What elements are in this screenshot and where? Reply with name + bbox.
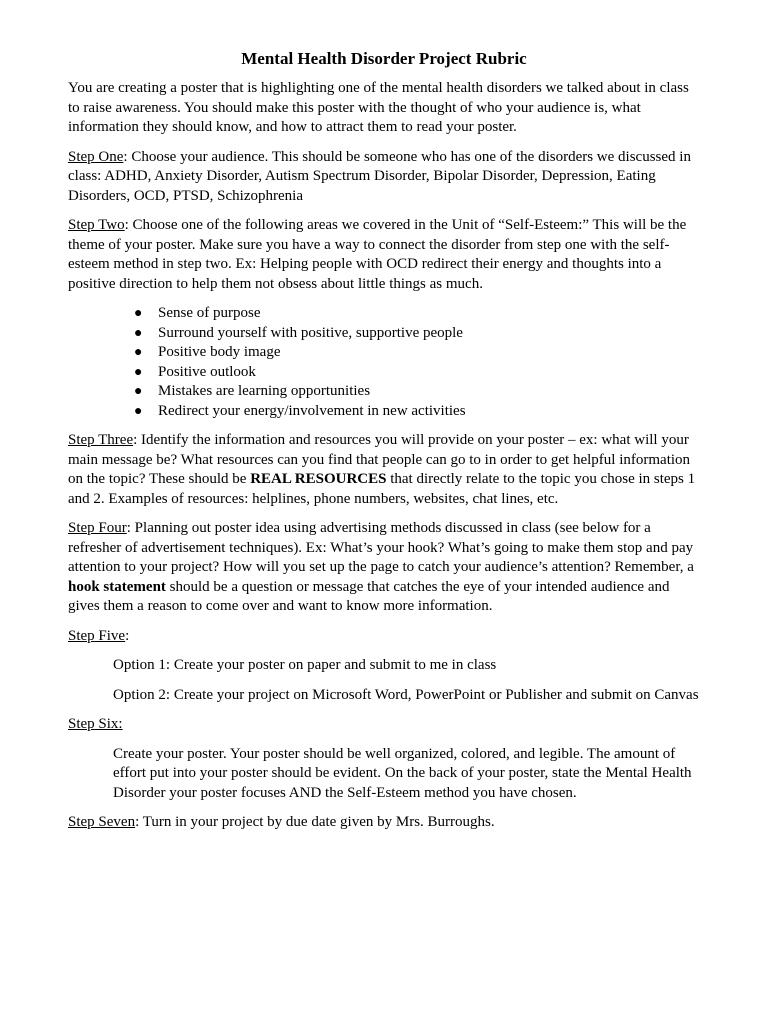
list-item-text: Sense of purpose	[158, 305, 261, 321]
step-four-bold: hook statement	[68, 578, 166, 595]
bullet-icon: ●	[134, 364, 143, 380]
step-five-paragraph	[68, 627, 700, 647]
step-two-text: : Choose one of the following areas we covered in the Unit of “Self-Esteem:” This will be the theme of your poster. Make sure you have a way to connect the disorder from step one with the self-esteem method in step two. Ex: Helping people with OCD redirect their energy and thoughts into a positive direction to help them not obsess about little things as much.	[68, 217, 687, 292]
list-item	[134, 324, 700, 344]
bullet-icon: ●	[134, 403, 143, 419]
step-six-text: Create your poster. Your poster should be well organized, colored, and legible. The amount of effort put into your poster should be evident. On the back of your poster, state the Mental Health Disorder your poster focuses AND the Self-Esteem method you have chosen.	[113, 745, 692, 801]
step-three-text-a: : Identify the information and resources you will provide on your poster – ex: what will your main message be? What resources can you find that people can go to in order to get helpful information on the topic? These should be	[68, 432, 691, 487]
step-four-paragraph	[68, 519, 700, 617]
step-one-label: Step One	[68, 148, 124, 165]
list-item	[134, 304, 700, 324]
list-item-text: Mistakes are learning opportunities	[158, 383, 371, 399]
step-four-label: Step Four	[68, 520, 127, 536]
list-item-text: Surround yourself with positive, supportive people	[158, 324, 463, 341]
step-four-text-a: : Planning out poster idea using advertising methods discussed in class (see below for a refresher of advertisement techniques). Ex: What’s your hook? What’s going to make them stop and pay attention to your project? How will you set up the page to catch your audience’s attention? Remember, a	[68, 520, 694, 575]
list-item-text: Positive outlook	[158, 363, 256, 380]
step-three-paragraph	[68, 431, 700, 509]
self-esteem-list	[68, 304, 700, 421]
step-one-paragraph	[68, 148, 700, 207]
bullet-icon: ●	[134, 345, 143, 360]
step-four-text-b: should be a question or message that catches the eye of your intended audience and gives them a reason to come over and want to know more information.	[68, 578, 670, 614]
list-item-text: Redirect your energy/involvement in new activities	[158, 402, 466, 419]
list-item-text: Positive body image	[158, 344, 281, 360]
step-five-colon: :	[125, 627, 130, 644]
list-item	[134, 363, 700, 383]
step-two-paragraph	[68, 216, 700, 294]
list-item	[134, 382, 700, 402]
list-item	[134, 343, 700, 363]
step-five-option-2: Option 2: Create your project on Microsoft Word, PowerPoint or Publisher and submit on Canvas	[113, 686, 699, 703]
step-two-label: Step Two	[68, 217, 125, 233]
step-seven-label: Step Seven	[68, 814, 136, 830]
bullet-icon: ●	[134, 306, 143, 321]
document-title: Mental Health Disorder Project Rubric	[241, 49, 527, 68]
step-three-text-b: that directly relate to the topic you chose in steps 1 and 2. Examples of resources: helplines, phone numbers, websites, chat lines, etc.	[68, 471, 696, 507]
list-item	[134, 402, 700, 422]
step-five-label: Step Five	[68, 627, 126, 644]
bullet-icon: ●	[134, 384, 143, 399]
step-three-label: Step Three	[68, 432, 134, 448]
step-seven-paragraph	[68, 813, 700, 833]
step-six-paragraph	[68, 715, 700, 735]
intro-paragraph: You are creating a poster that is highlighting one of the mental health disorders we talked about in class to raise awareness. You should make this poster with the thought of who your audience is, what information they should know, and how to attract them to read your poster.	[68, 80, 689, 135]
step-three-bold: REAL RESOURCES	[250, 471, 387, 487]
bullet-icon: ●	[134, 325, 143, 341]
step-one-text: : Choose your audience. This should be someone who has one of the disorders we discussed in class: ADHD, Anxiety Disorder, Autism Spectrum Disorder, Bipolar Disorder, Depression, Eating Disorders, OCD, PTSD, Schizophrenia	[68, 148, 691, 204]
step-seven-text: : Turn in your project by due date given by Mrs. Burroughs.	[135, 814, 495, 830]
step-six-label: Step Six:	[68, 716, 123, 732]
step-five-option-1: Option 1: Create your poster on paper and submit to me in class	[113, 657, 497, 673]
